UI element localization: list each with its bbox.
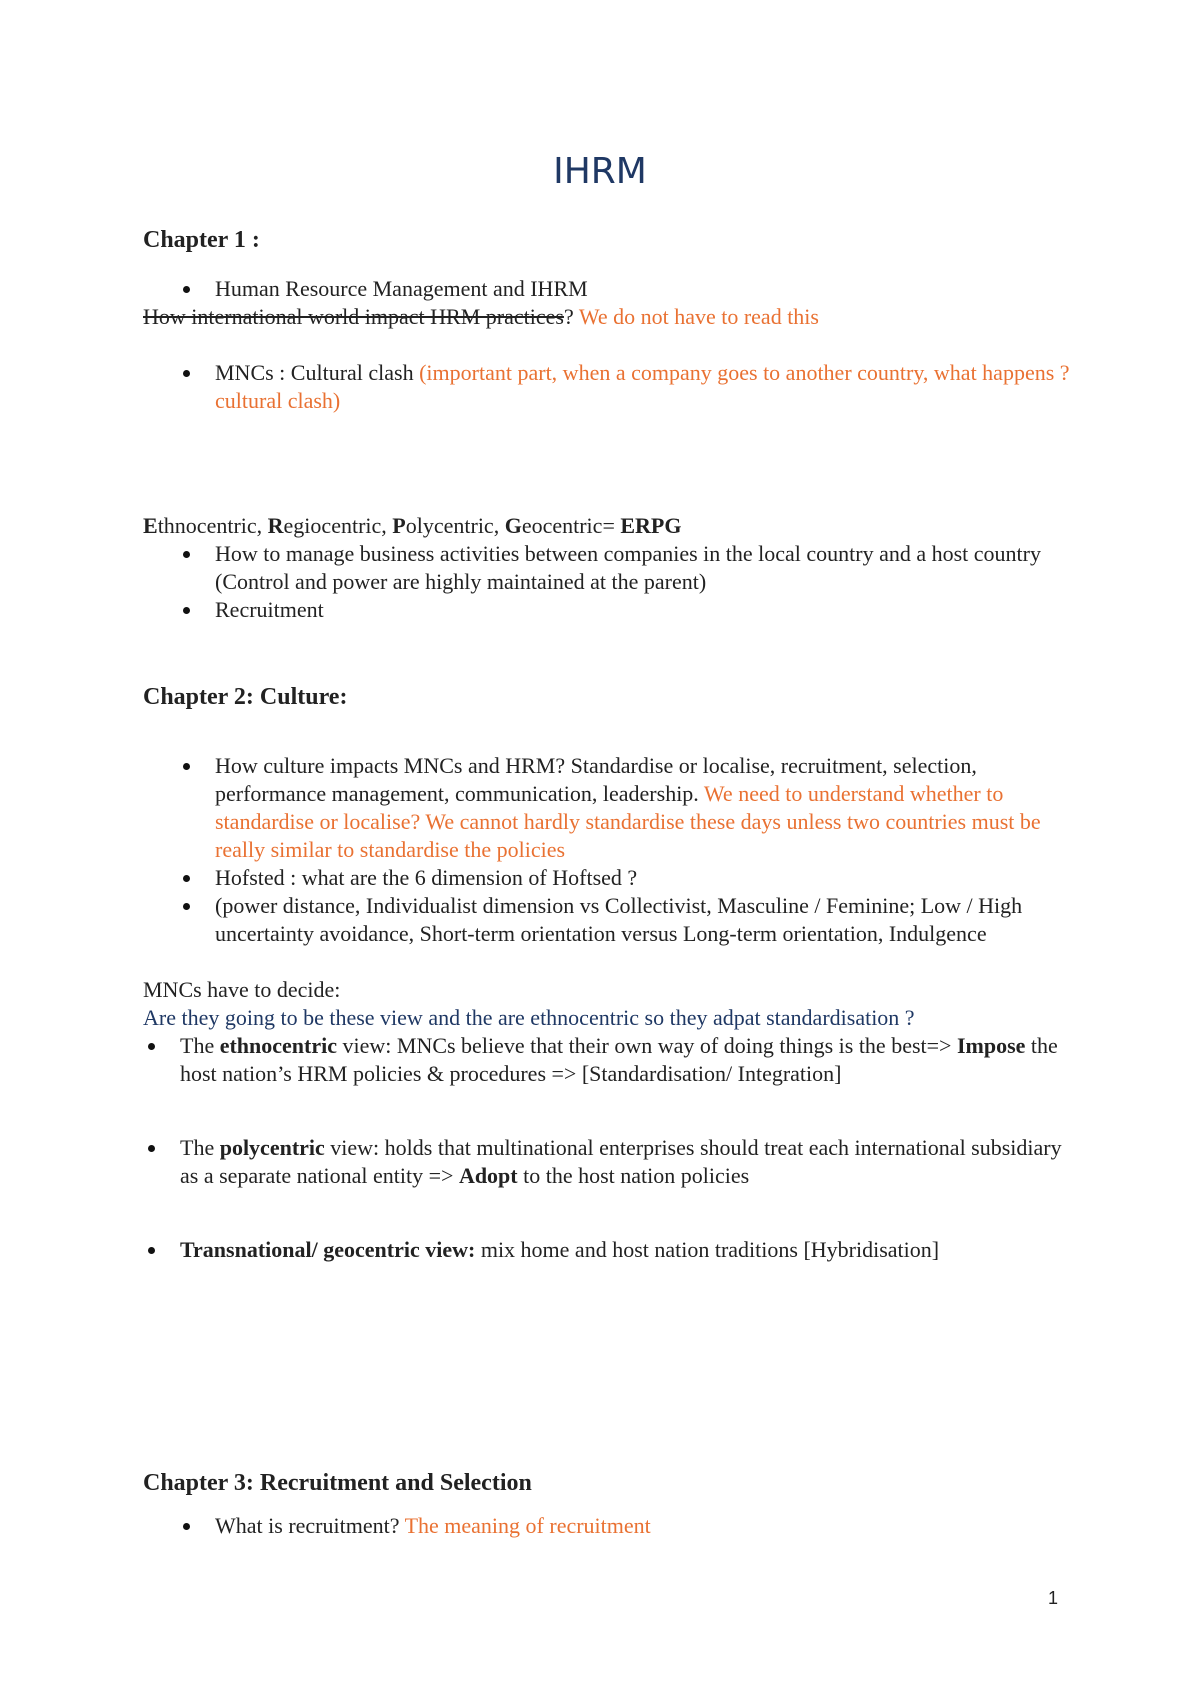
- list-item: Recruitment: [143, 596, 1073, 624]
- chapter-1-section: [143, 225, 1073, 415]
- question-line: Are they going to be these view and the are ethnocentric so they adpat standardisation ?: [143, 1005, 915, 1030]
- chapter-2-heading: Chapter 2: Culture:: [143, 684, 348, 710]
- list-item: MNCs : Cultural clash (important part, when a company goes to another country, what happens ? cultural clash): [143, 359, 1073, 415]
- bullet-icon: [148, 1247, 155, 1254]
- bullet-icon: [183, 607, 190, 614]
- views-list: [71, 1032, 1073, 1264]
- list-item: What is recruitment? The meaning of recruitment: [143, 1512, 1073, 1540]
- bullet-icon: [183, 1523, 190, 1530]
- bullet-icon: [183, 875, 190, 882]
- list-item: The ethnocentric view: MNCs believe that their own way of doing things is the best=> Impose the host nation’s HRM policies & procedures => [Standardisation/ Integration]: [143, 1032, 1073, 1088]
- chapter-3-heading: Chapter 3: Recruitment and Selection: [143, 1470, 532, 1496]
- list-item: The polycentric view: holds that multinational enterprises should treat each international subsidiary as a separate national entity => Adopt to the host nation policies: [143, 1134, 1073, 1190]
- decide-line: MNCs have to decide:: [143, 977, 341, 1002]
- page-number: 1: [1048, 1588, 1059, 1608]
- erpg-section: [143, 512, 1073, 624]
- bullet-icon: [183, 286, 190, 293]
- chapter-3-section: [143, 1468, 1073, 1540]
- bullet-icon: [183, 551, 190, 558]
- chapter-3-list: [143, 1512, 1073, 1540]
- document-title: IHRM: [553, 151, 647, 192]
- bullet-icon: [148, 1145, 155, 1152]
- erpg-line: Ethnocentric, Regiocentric, Polycentric, Geocentric= ERPG: [143, 513, 682, 538]
- chapter-1-list-2: [143, 359, 1073, 415]
- list-item: How to manage business activities between companies in the local country and a host country (Control and power are highly maintained at the parent): [143, 540, 1073, 596]
- chapter-1-heading: Chapter 1 :: [143, 227, 260, 253]
- list-item: Human Resource Management and IHRM: [143, 275, 1073, 303]
- bullet-icon: [183, 370, 190, 377]
- list-item: Hofsted : what are the 6 dimension of Hoftsed ?: [143, 864, 1073, 892]
- chapter-2-list: [143, 752, 1073, 948]
- list-item: How culture impacts MNCs and HRM? Standardise or localise, recruitment, selection, performance management, communication, leadership. We need to understand whether to standardise or localise? We cannot hardly standardise these days unless two countries must be really similar to standardise the policies: [143, 752, 1073, 864]
- list-item: Transnational/ geocentric view: mix home and host nation traditions [Hybridisation]: [143, 1236, 1073, 1264]
- bullet-icon: [148, 1043, 155, 1050]
- bullet-icon: [183, 763, 190, 770]
- bullet-icon: [183, 903, 190, 910]
- erpg-list: [143, 540, 1073, 624]
- chapter-1-list: [143, 275, 1073, 303]
- struck-line: How international world impact HRM practices? We do not have to read this: [143, 304, 819, 329]
- list-item: (power distance, Individualist dimension vs Collectivist, Masculine / Feminine; Low / High uncertainty avoidance, Short-term orientation versus Long-term orientation, Indulgence: [143, 892, 1073, 948]
- chapter-2-section: [143, 682, 1073, 1264]
